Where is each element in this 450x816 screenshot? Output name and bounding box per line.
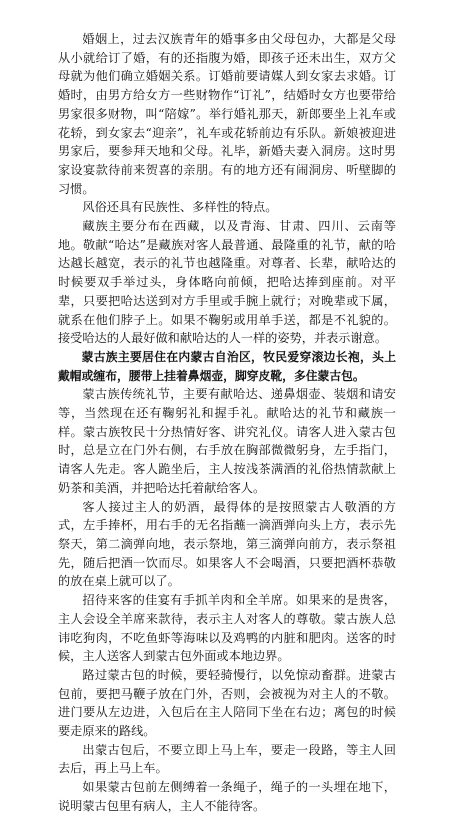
paragraph-toasting-custom: 客人接过主人的奶酒，最得体的是按照蒙古人敬酒的方式，左手捧杯，用右手的无名指蘸一滴酒弹向头上方，表示先祭天，第二滴弹向地，表示祭地，第三滴弹向前方，表示祭祖先，随后把酒一饮而尽。如果客人不会喝酒，只要把酒杯恭敬的放在桌上就可以了。 — [58, 499, 396, 589]
paragraph-marriage-customs: 婚姻上，过去汉族青年的婚事多由父母包办，大都是父母从小就给订了婚，有的还指腹为婚，即孩子还未出生，双方父母就为他们确立婚姻关系。订婚前要请媒人到女家去求婚。订婚时，由男方给女方一些财物作“订礼”，结婚时女方也要带给男家很多财物，叫“陪嫁”。举行婚礼那天，新郎要坐上礼车或花轿，到女家去“迎亲”，礼车或花轿前边有乐队。新娘被迎进男家后，要参拜天地和父母。礼毕，新婚夫妻入洞房。这时男家设宴款待前来贺喜的亲朋。有的地方还有闹洞房、听壁脚的习惯。 — [58, 32, 396, 196]
paragraph-tibetan-hada: 藏族主要分布在西藏，以及青海、甘肃、四川、云南等地。敬献“哈达”是藏族对客人最普通、最隆重的礼节，献的哈达越长越宽，表示的礼节也越隆重。对尊者、长辈，献哈达的时候要双手举过头，身体略向前倾，把哈达捧到座前。对平辈，只要把哈达送到对方手里或手腕上就行；对晚辈或下属，就系在他们脖子上。如果不鞠躬或用单手送，都是不礼貌的。接受哈达的人最好做和献哈达的人一样的姿势，并表示谢意。 — [58, 219, 396, 346]
paragraph-rope-sign: 如果蒙古包前左侧缚着一条绳子，绳子的一头埋在地下，说明蒙古包里有病人，主人不能待客。 — [58, 780, 396, 813]
document-page — [58, 30, 396, 816]
paragraph-mongolian-intro: 蒙古族主要居住在内蒙古自治区，牧民爱穿滚边长袍，头上戴帽或缠布，腰带上挂着鼻烟壶，脚穿皮靴，多住蒙古包。 — [58, 349, 396, 383]
paragraph-leaving-yurt: 出蒙古包后，不要立即上马上车，要走一段路，等主人回去后，再上马上车。 — [58, 742, 396, 776]
paragraph-custom-features: 风俗还具有民族性、多样性的特点。 — [82, 200, 278, 215]
paragraph-banquet: 招待来客的佳宴有手抓羊肉和全羊席。如果来的是贵客，主人会设全羊席来款待，表示主人对客人的尊敬。蒙古族人总讳吃狗肉，不吃鱼虾等海味以及鸡鸭的内脏和肥肉。送客的时候，主人送客人到蒙古包外面或本地边界。 — [58, 593, 396, 664]
paragraph-mongolian-etiquette: 蒙古族传统礼节，主要有献哈达、递鼻烟壶、装烟和请安等，当然现在还有鞠躬礼和握手礼。献哈达的礼节和藏族一样。蒙古族牧民十分热情好客、讲究礼仪。请客人进入蒙古包时，总是立在门外右侧，右手放在胸部微微躬身，左手指门，请客人先走。客人跪坐后，主人按浅茶满酒的礼俗热情款献上奶茶和美酒，并把哈达托着献给客人。 — [58, 387, 396, 495]
paragraph-visiting-yurt: 路过蒙古包的时候，要轻骑慢行，以免惊动畜群。进蒙古包前，要把马鞭子放在门外，否则，会被视为对主人的不敬。进门要从左边进，入包后在主人陪同下坐在右边；离包的时候要走原来的路线。 — [58, 667, 396, 739]
